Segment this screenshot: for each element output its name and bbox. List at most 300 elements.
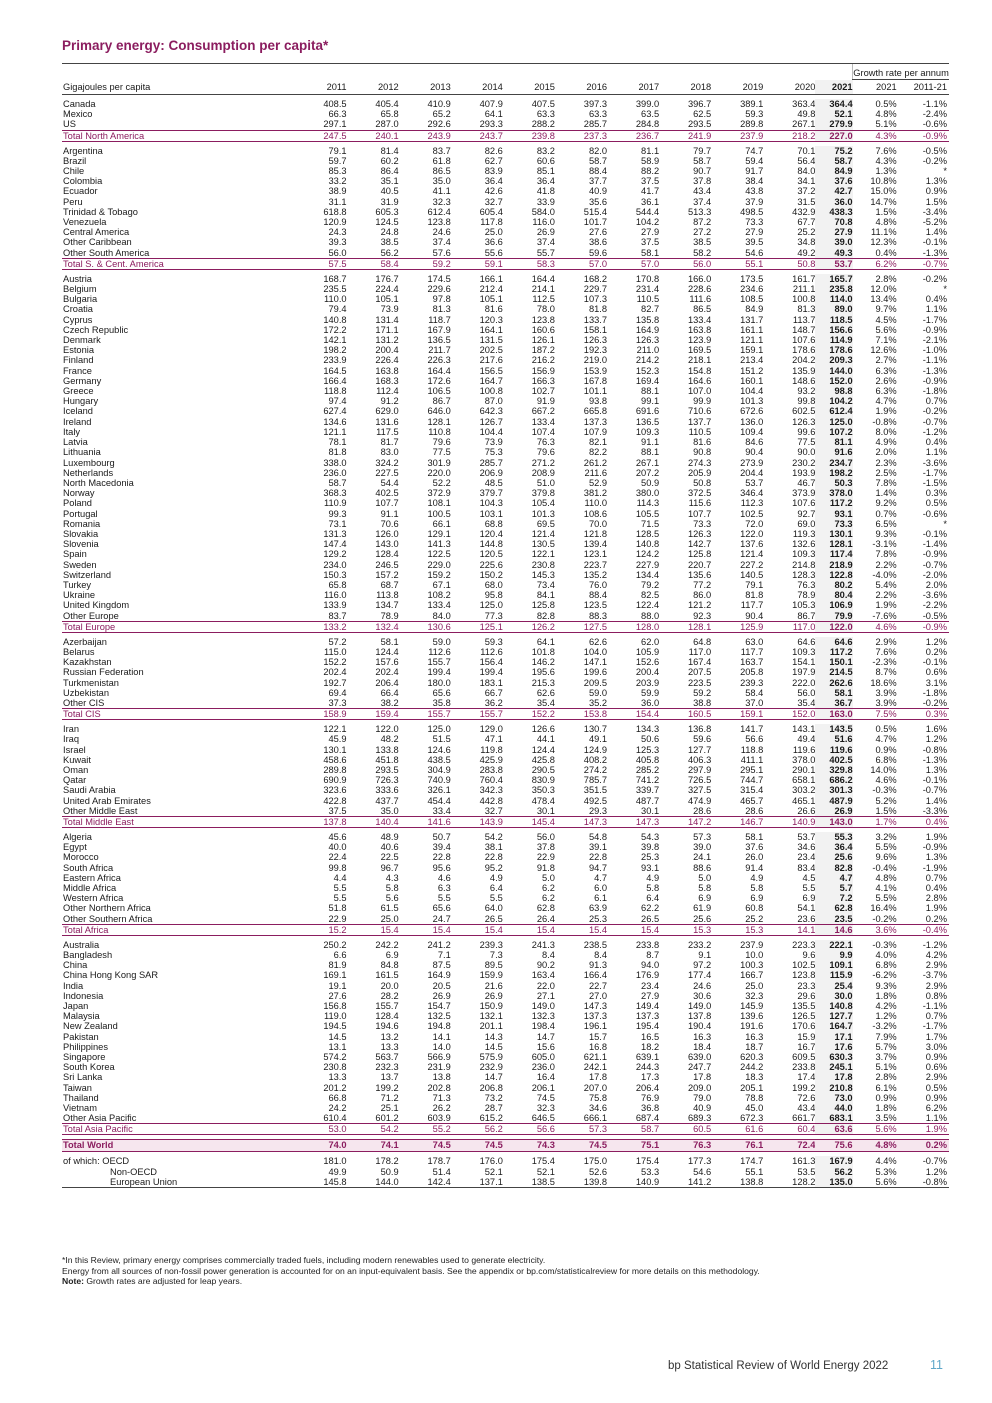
value-cell: 63.6 <box>815 1124 852 1135</box>
growth-cell: 0.3% <box>899 709 949 720</box>
value-cell: 658.1 <box>792 775 816 786</box>
value-cell: 740.9 <box>427 775 451 786</box>
value-cell: 74.7 <box>745 145 764 156</box>
value-cell: 93.2 <box>797 386 816 397</box>
value-cell: 131.3 <box>323 528 347 539</box>
value-cell: 38.8 <box>693 697 712 708</box>
value-cell: 4.4 <box>333 872 347 883</box>
value-cell: 50.3 <box>815 478 852 488</box>
value-cell: 214.8 <box>792 559 816 570</box>
value-cell: 285.2 <box>635 764 660 775</box>
value-cell: 142.4 <box>399 1177 451 1188</box>
value-cell: 25.0 <box>745 980 764 991</box>
value-cell: 144.0 <box>815 366 852 376</box>
row-label: Total Europe <box>62 621 294 632</box>
value-cell: 39.1 <box>588 842 608 853</box>
value-cell: 159.2 <box>427 569 451 580</box>
value-cell: 760.4 <box>479 775 503 786</box>
value-cell: 134.6 <box>323 416 347 427</box>
growth-cell: -0.9% <box>922 842 947 853</box>
value-cell: 95.8 <box>484 590 503 601</box>
value-cell: 227.9 <box>635 559 660 570</box>
value-cell: 67.7 <box>797 217 816 228</box>
value-cell: 84.8 <box>380 960 399 971</box>
value-cell: 147.4 <box>323 539 347 550</box>
value-cell: 109.3 <box>792 549 816 560</box>
table-row <box>62 1011 949 1021</box>
growth-cell: -1.8% <box>922 687 947 698</box>
value-cell: 25.6 <box>693 913 712 924</box>
growth-cell: 3.0% <box>925 1041 947 1052</box>
value-cell: 125.8 <box>531 600 555 611</box>
value-cell: 76.0 <box>588 579 608 590</box>
value-cell: 231.4 <box>635 284 660 295</box>
value-cell: 26.9 <box>432 990 451 1001</box>
growth-cell: 1.3% <box>925 764 947 775</box>
growth-cell: 1.9% <box>875 406 897 417</box>
value-cell: 150.9 <box>479 1001 503 1012</box>
row-label: Chile <box>63 166 85 177</box>
value-cell: 22.4 <box>328 852 347 863</box>
value-cell: 163.0 <box>815 709 852 720</box>
row-label: Hungary <box>63 396 99 407</box>
value-cell: 123.1 <box>583 549 608 560</box>
table-row <box>62 755 949 765</box>
value-cell: 79.7 <box>693 145 712 156</box>
growth-cell: * <box>943 166 947 177</box>
value-cell: 55.1 <box>745 1166 764 1177</box>
table-row <box>62 960 949 970</box>
row-label: Kuwait <box>63 754 91 765</box>
value-cell: 130.1 <box>323 744 347 755</box>
value-cell: 14.7 <box>484 1072 503 1083</box>
growth-cell: -3.3% <box>922 805 947 816</box>
value-cell: 192.3 <box>583 345 608 356</box>
value-cell: 24.6 <box>693 980 712 991</box>
growth-cell: -1.3% <box>922 365 947 376</box>
value-cell: 73.2 <box>484 1092 503 1103</box>
value-cell: 123.5 <box>583 600 608 611</box>
growth-cell: 10.8% <box>870 176 897 187</box>
value-cell: 159.1 <box>740 345 764 356</box>
growth-cell: -2.1% <box>922 335 947 346</box>
value-cell: 90.0 <box>797 447 816 458</box>
table-row <box>62 227 949 237</box>
value-cell: 75.8 <box>588 1092 608 1103</box>
value-cell: 105.5 <box>635 508 660 519</box>
value-cell: 126.7 <box>479 416 503 427</box>
growth-cell: 1.4% <box>925 795 947 806</box>
value-cell: 53.7 <box>815 258 852 269</box>
value-cell: 135.9 <box>792 365 816 376</box>
value-cell: 120.4 <box>479 528 503 539</box>
value-cell: 78.0 <box>536 304 555 315</box>
value-cell: 81.7 <box>380 437 399 448</box>
value-cell: 57.3 <box>693 832 712 842</box>
value-cell: 133.4 <box>531 416 555 427</box>
value-cell: 243.9 <box>399 130 451 141</box>
value-cell: 136.5 <box>635 416 660 427</box>
growth-cell: 5.7% <box>875 1041 897 1052</box>
value-cell: 107.6 <box>792 335 816 346</box>
value-cell: 211.1 <box>792 284 816 295</box>
row-label: Peru <box>63 196 83 207</box>
value-cell: 97.8 <box>432 294 451 305</box>
value-cell: 116.0 <box>532 217 555 228</box>
value-cell: 10.0 <box>745 950 764 961</box>
value-cell: 40.0 <box>328 842 347 853</box>
growth-cell: -2.4% <box>922 109 947 120</box>
growth-cell: 0.3% <box>925 488 947 499</box>
growth-cell: -0.7% <box>922 416 947 427</box>
value-cell: 110.0 <box>584 498 608 509</box>
value-cell: 32.3 <box>432 196 451 207</box>
value-cell: 83.0 <box>380 447 399 458</box>
value-cell: 177.4 <box>687 970 712 981</box>
value-cell: 22.8 <box>588 852 608 863</box>
value-cell: 72.6 <box>797 1092 816 1103</box>
value-cell: 125.1 <box>451 621 503 632</box>
value-cell: 36.4 <box>815 842 852 852</box>
value-cell: 329.8 <box>815 765 852 775</box>
value-cell: 53.7 <box>745 477 764 488</box>
value-cell: 124.4 <box>531 744 555 755</box>
value-cell: 30.0 <box>815 991 852 1001</box>
value-cell: 122.8 <box>815 570 852 580</box>
value-cell: 22.9 <box>328 913 347 924</box>
value-cell: 8.7 <box>646 950 660 961</box>
growth-cell: -1.1% <box>922 1001 947 1012</box>
growth-cell: -0.1% <box>922 775 947 786</box>
row-label: Other Asia Pacific <box>63 1113 137 1124</box>
value-cell: 83.7 <box>328 610 347 621</box>
value-cell: 233.8 <box>792 1062 816 1073</box>
value-cell: 741.2 <box>635 775 660 786</box>
value-cell: 27.9 <box>745 227 764 238</box>
value-cell: 247.7 <box>687 1062 712 1073</box>
table-row <box>62 217 949 227</box>
value-cell: 79.4 <box>328 304 347 315</box>
value-cell: 53.5 <box>797 1166 816 1177</box>
row-label: Netherlands <box>63 467 114 478</box>
value-cell: 90.4 <box>745 610 764 621</box>
value-cell: 50.8 <box>693 477 712 488</box>
growth-cell: 7.6% <box>875 145 897 156</box>
value-cell: 129.0 <box>479 724 503 735</box>
value-cell: 38.9 <box>328 186 347 197</box>
value-cell: 498.5 <box>740 206 764 217</box>
value-cell: 16.4 <box>536 1072 555 1083</box>
value-cell: 132.5 <box>427 1011 451 1022</box>
value-cell: 15.6 <box>536 1041 555 1052</box>
value-cell: 217.6 <box>479 355 503 366</box>
value-cell: 17.8 <box>588 1072 608 1083</box>
value-cell: 15.4 <box>503 924 555 935</box>
value-cell: 88.0 <box>641 610 660 621</box>
value-cell: 107.4 <box>531 426 555 437</box>
value-cell: 93.1 <box>641 862 660 873</box>
consumption-per-capita-table <box>62 64 949 1188</box>
growth-cell: 6.3% <box>875 365 897 376</box>
growth-cell: -0.7% <box>899 258 949 269</box>
value-cell: 170.8 <box>635 273 660 284</box>
table-row <box>62 447 949 457</box>
table-row <box>62 539 949 549</box>
value-cell: 24.8 <box>380 227 399 238</box>
value-cell: 100.3 <box>740 960 764 971</box>
row-label: Germany <box>63 375 102 386</box>
value-cell: 17.8 <box>815 1072 852 1082</box>
growth-cell: -0.9% <box>922 549 947 560</box>
value-cell: 5.7 <box>815 883 852 893</box>
value-cell: 200.4 <box>375 345 399 356</box>
value-cell: 118.7 <box>428 314 451 325</box>
unit-label: Gigajoules per capita <box>62 80 294 95</box>
value-cell: 70.1 <box>797 145 816 156</box>
value-cell: 64.6 <box>797 636 816 647</box>
value-cell: 111.6 <box>689 294 712 305</box>
value-cell: 201.1 <box>479 1021 503 1032</box>
value-cell: 60.2 <box>380 155 399 166</box>
value-cell: 20.0 <box>380 980 399 991</box>
value-cell: 339.7 <box>635 785 660 796</box>
value-cell: 126.5 <box>792 1011 816 1022</box>
value-cell: 6.4 <box>646 893 660 904</box>
value-cell: 15.4 <box>399 924 451 935</box>
value-cell: 128.1 <box>815 539 852 549</box>
value-cell: 78.1 <box>328 437 347 448</box>
value-cell: 27.0 <box>588 990 608 1001</box>
value-cell: 123.8 <box>427 217 451 228</box>
value-cell: 208.9 <box>531 467 555 478</box>
value-cell: 210.8 <box>815 1083 852 1093</box>
value-cell: 232.3 <box>375 1062 399 1073</box>
value-cell: 156.4 <box>479 657 503 668</box>
value-cell: 58.1 <box>745 832 764 842</box>
row-label: Ukraine <box>63 590 96 601</box>
growth-cell: 2.2% <box>875 559 897 570</box>
row-label: Japan <box>63 1001 89 1012</box>
value-cell: 27.9 <box>641 227 660 238</box>
value-cell: 161.1 <box>740 324 764 335</box>
value-cell: 9.6 <box>802 950 816 961</box>
value-cell: 155.7 <box>427 657 451 668</box>
value-cell: 97.4 <box>328 396 347 407</box>
value-cell: 58.1 <box>815 688 852 698</box>
value-cell: 57.0 <box>607 258 659 269</box>
value-cell: 144.0 <box>347 1177 399 1188</box>
table-row <box>62 366 949 376</box>
footnote-2: Energy from all sources of non-fossil power generation is accounted for on an input-equivalent basis. See the appendix or bp.com/statisticalreview for more details on this methodology. <box>62 1265 760 1276</box>
value-cell: 139.4 <box>583 539 608 550</box>
table-row <box>62 873 949 883</box>
value-cell: 81.9 <box>328 960 347 971</box>
year-header: 2016 <box>555 80 607 95</box>
value-cell: 380.0 <box>635 488 660 499</box>
value-cell: 63.5 <box>641 109 660 120</box>
growth-cell: 2.8% <box>925 893 947 904</box>
value-cell: 76.3 <box>659 1140 711 1152</box>
value-cell: 143.5 <box>815 724 852 734</box>
value-cell: 104.2 <box>635 217 660 228</box>
value-cell: 88.2 <box>641 166 660 177</box>
value-cell: 107.7 <box>687 508 712 519</box>
year-header: 2012 <box>347 80 399 95</box>
row-label: Singapore <box>63 1052 106 1063</box>
year-header: 2017 <box>607 80 659 95</box>
growth-cell: -3.2% <box>872 1021 897 1032</box>
value-cell: 37.4 <box>432 237 451 248</box>
value-cell: 159.9 <box>479 970 503 981</box>
growth-column-header: 2011-21 <box>899 80 949 95</box>
value-cell: 137.3 <box>583 1011 608 1022</box>
value-cell: 86.4 <box>380 166 399 177</box>
value-cell: 372.9 <box>427 488 451 499</box>
value-cell: 152.2 <box>503 709 555 720</box>
value-cell: 13.1 <box>328 1041 347 1052</box>
growth-cell: 2.6% <box>875 375 897 386</box>
value-cell: 73.4 <box>536 579 555 590</box>
row-label: Total S. & Cent. America <box>62 258 294 269</box>
value-cell: 133.9 <box>323 600 347 611</box>
growth-cell: -1.5% <box>922 477 947 488</box>
value-cell: 130.1 <box>815 529 852 539</box>
value-cell: 13.2 <box>380 1031 399 1042</box>
value-cell: 37.2 <box>797 186 816 197</box>
value-cell: 204.2 <box>792 355 816 366</box>
value-cell: 36.0 <box>641 697 660 708</box>
value-cell: 105.3 <box>792 600 816 611</box>
value-cell: 605.0 <box>531 1052 555 1063</box>
value-cell: 612.4 <box>427 206 451 217</box>
value-cell: 284.8 <box>635 119 660 130</box>
value-cell: 59.2 <box>399 258 451 269</box>
value-cell: 24.1 <box>693 852 712 863</box>
value-cell: 82.5 <box>641 590 660 601</box>
table-row <box>62 396 949 406</box>
row-label: Turkey <box>63 579 92 590</box>
growth-cell: 4.1% <box>875 883 897 894</box>
row-label: India <box>63 980 84 991</box>
table-row <box>62 893 949 903</box>
growth-cell: 0.2% <box>925 646 947 657</box>
growth-cell: 7.9% <box>875 1031 897 1042</box>
value-cell: 40.5 <box>380 186 399 197</box>
value-cell: 91.7 <box>745 166 764 177</box>
value-cell: 639.1 <box>635 1052 660 1063</box>
value-cell: 161.5 <box>375 970 399 981</box>
region-total-row <box>62 1124 949 1135</box>
growth-cell: 7.8% <box>875 477 897 488</box>
value-cell: 166.0 <box>687 273 712 284</box>
growth-cell: 5.1% <box>875 119 897 130</box>
value-cell: 324.2 <box>375 457 399 468</box>
value-cell: 515.4 <box>583 206 608 217</box>
value-cell: 224.4 <box>375 284 399 295</box>
growth-cell: -2.3% <box>872 657 897 668</box>
table-row <box>62 806 949 817</box>
growth-cell: 2.7% <box>875 355 897 366</box>
region-total-row <box>62 258 949 269</box>
growth-cell: 0.5% <box>875 724 897 735</box>
row-label: Israel <box>63 744 86 755</box>
value-cell: 232.9 <box>479 1062 503 1073</box>
value-cell: 63.9 <box>588 903 608 914</box>
value-cell: 175.4 <box>635 1156 660 1167</box>
value-cell: 99.8 <box>797 396 816 407</box>
value-cell: 61.9 <box>693 903 712 914</box>
value-cell: 24.6 <box>432 227 451 238</box>
value-cell: 381.2 <box>583 488 608 499</box>
value-cell: 146.2 <box>531 657 555 668</box>
value-cell: 710.6 <box>687 406 712 417</box>
value-cell: 125.9 <box>711 621 763 632</box>
value-cell: 42.7 <box>815 186 852 196</box>
growth-cell: -1.7% <box>922 1021 947 1032</box>
value-cell: 160.5 <box>659 709 711 720</box>
growth-cell: -2.0% <box>922 569 947 580</box>
value-cell: 133.7 <box>583 314 608 325</box>
value-cell: 117.4 <box>815 549 852 559</box>
value-cell: 6.4 <box>489 883 503 894</box>
value-cell: 202.4 <box>375 667 399 678</box>
value-cell: 76.9 <box>641 1092 660 1103</box>
value-cell: 222.1 <box>815 940 852 950</box>
value-cell: 147.3 <box>607 817 659 828</box>
growth-cell: 1.2% <box>925 734 947 745</box>
value-cell: 138.8 <box>711 1177 763 1188</box>
value-cell: 621.1 <box>583 1052 608 1063</box>
value-cell: 16.8 <box>588 1041 608 1052</box>
value-cell: 166.3 <box>531 375 555 386</box>
value-cell: 234.0 <box>323 559 347 570</box>
row-label: United Kingdom <box>63 600 130 611</box>
value-cell: 54.6 <box>693 1166 712 1177</box>
value-cell: 166.7 <box>740 970 764 981</box>
value-cell: 35.8 <box>432 697 451 708</box>
value-cell: 143.0 <box>815 817 852 828</box>
growth-cell: -0.4% <box>872 862 897 873</box>
row-label: South Korea <box>63 1062 115 1073</box>
row-label: Luxembourg <box>63 457 115 468</box>
growth-cell: 5.4% <box>875 579 897 590</box>
value-cell: 297.1 <box>323 119 347 130</box>
value-cell: 73.3 <box>693 518 712 529</box>
value-cell: 288.2 <box>531 119 555 130</box>
value-cell: 44.0 <box>815 1103 852 1113</box>
value-cell: 58.1 <box>380 636 399 647</box>
value-cell: 34.6 <box>588 1103 608 1114</box>
growth-cell: 4.8% <box>875 872 897 883</box>
row-label: Czech Republic <box>63 324 129 335</box>
value-cell: 22.7 <box>588 980 608 991</box>
growth-cell: 7.8% <box>875 549 897 560</box>
region-total-row <box>62 817 949 828</box>
value-cell: 50.8 <box>763 258 815 269</box>
value-cell: 135.0 <box>815 1177 852 1188</box>
growth-cell: -4.0% <box>872 569 897 580</box>
growth-cell: 6.3% <box>875 386 897 397</box>
value-cell: 81.8 <box>745 590 764 601</box>
value-cell: 55.2 <box>399 1124 451 1135</box>
value-cell: 458.6 <box>323 754 347 765</box>
value-cell: 121.2 <box>687 600 712 611</box>
value-cell: 744.7 <box>740 775 764 786</box>
value-cell: 56.0 <box>536 832 555 842</box>
value-cell: 77.5 <box>797 437 816 448</box>
value-cell: 218.9 <box>815 560 852 570</box>
value-cell: 27.2 <box>693 227 712 238</box>
